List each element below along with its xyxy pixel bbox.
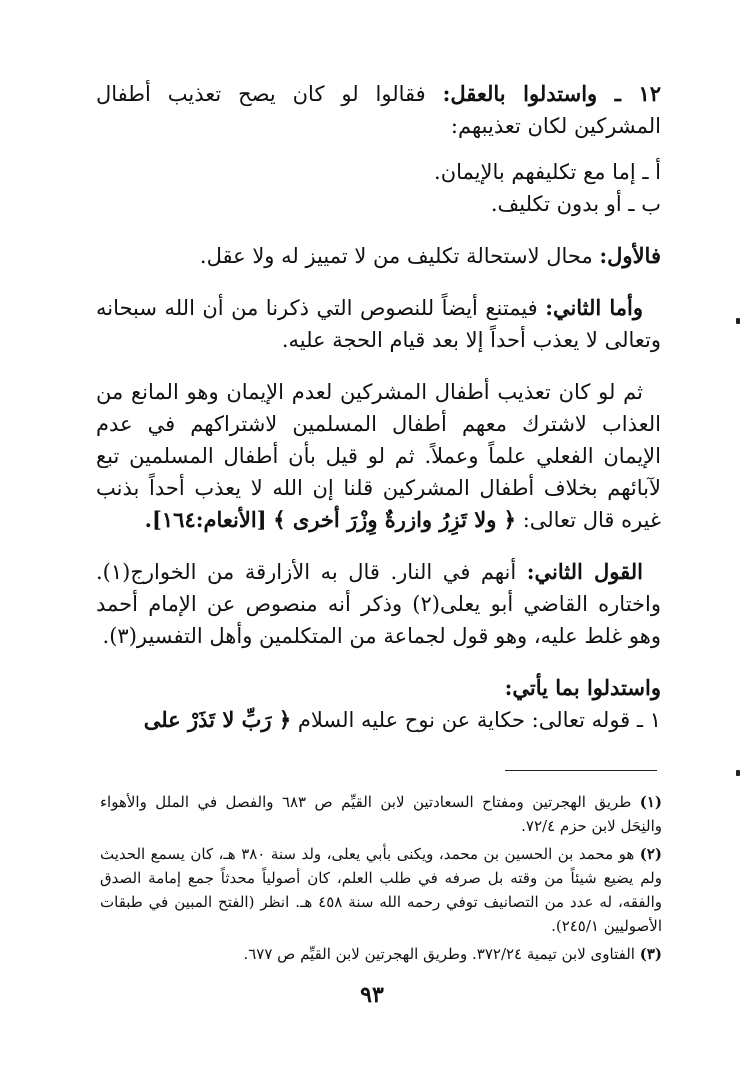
footnotes	[100, 790, 662, 970]
first-label: فالأول:	[599, 243, 661, 268]
page-number: ٩٣	[360, 982, 384, 1008]
second-opinion-label: القول الثاني:	[526, 559, 643, 584]
option-a: أ ـ إما مع تكليفهم بالإيمان.	[434, 160, 661, 184]
footnote-text: طريق الهجرتين ومفتاح السعادتين لابن القيِّم ص ٦٨٣ والفصل في الملل والأهواء والنِحَل لابن حزم ٧٢/٤.	[100, 793, 662, 835]
footnote-text: الفتاوى لابن تيمية ٣٧٢/٢٤. وطريق الهجرتين لابن القيِّم ص ٦٧٧.	[243, 945, 635, 963]
evidence-item-1	[96, 704, 661, 736]
evidence-item-1-quote: ﴿ رَبِّ لا تَذَرْ على	[143, 707, 292, 732]
second-text: فيمتنع أيضاً للنصوص التي ذكرنا من أن الله سبحانه وتعالى لا يعذب أحداً إلا بعد قيام الحجة عليه.	[96, 296, 661, 352]
paragraph-second-opinion	[96, 556, 661, 652]
main-text	[96, 78, 661, 736]
then-text: ثم لو كان تعذيب أطفال المشركين لعدم الإيمان وهو المانع من العذاب لاشترك معهم أطفال المسلمين لاشتراكهم في عدم الإيمان الفعلي علماً وعملاً. ثم لو قيل بأن أطفال المسلمين تبع لآبائهم بخلاف أطفال المشركين قلنا إن الله لا يعذب أحداً بذنب غيره قال تعالى:	[96, 380, 661, 532]
second-label: وأما الثاني:	[545, 295, 643, 320]
evidence-heading: واستدلوا بما يأتي:	[504, 675, 661, 700]
footnote-divider	[505, 770, 657, 771]
scan-mark	[736, 770, 740, 776]
evidence-item-1-text: ١ ـ قوله تعالى: حكاية عن نوح عليه السلام	[297, 708, 661, 732]
footnote-2	[100, 842, 662, 938]
reason-number-label: ١٢ ـ واستدلوا بالعقل:	[442, 81, 661, 106]
paragraph-reason-intro	[96, 78, 661, 142]
option-b: ب ـ أو بدون تكليف.	[490, 192, 661, 216]
reason-intro-text: فقالوا لو كان يصح تعذيب أطفال المشركين لكان تعذيبهم:	[96, 82, 661, 138]
footnote-number: (٣)	[639, 945, 662, 963]
quran-quote: ﴿ ولا تَزِرُ وازرةٌ وِزْرَ أخرى ﴾	[273, 507, 516, 532]
footnote-text: هو محمد بن الحسين بن محمد، ويكنى بأبي يعلى، ولد سنة ٣٨٠ هـ، كان يسمع الحديث ولم يضيع شيئاً من وقته بل صرفه في طلب العلم، كان أصولياً محدثاً جمع إمامة الصدق والفقه، له عدد من التصانيف توفي رحمه الله سنة ٤٥٨ هـ. انظر (الفتح المبين في طبقات الأصوليين ٢٤٥/١).	[100, 845, 662, 935]
scan-mark	[736, 318, 740, 324]
footnote-number: (٢)	[639, 845, 662, 863]
paragraph-first	[96, 240, 661, 272]
second-opinion-text: أنهم في النار. قال به الأزارقة من الخوارج(١). واختاره القاضي أبو يعلى(٢) وذكر أنه منصوص عن الإمام أحمد وهو غلط عليه، وهو قول لجماعة من المتكلمين وأهل التفسير(٣).	[96, 560, 662, 648]
paragraph-then	[96, 376, 661, 536]
footnote-3	[100, 942, 662, 966]
paragraph-second	[96, 292, 661, 356]
footnote-number: (١)	[639, 793, 662, 811]
quran-reference: [الأنعام:١٦٤].	[144, 507, 267, 532]
first-text: محال لاستحالة تكليف من لا تمييز له ولا عقل.	[199, 244, 593, 268]
footnote-1	[100, 790, 662, 838]
